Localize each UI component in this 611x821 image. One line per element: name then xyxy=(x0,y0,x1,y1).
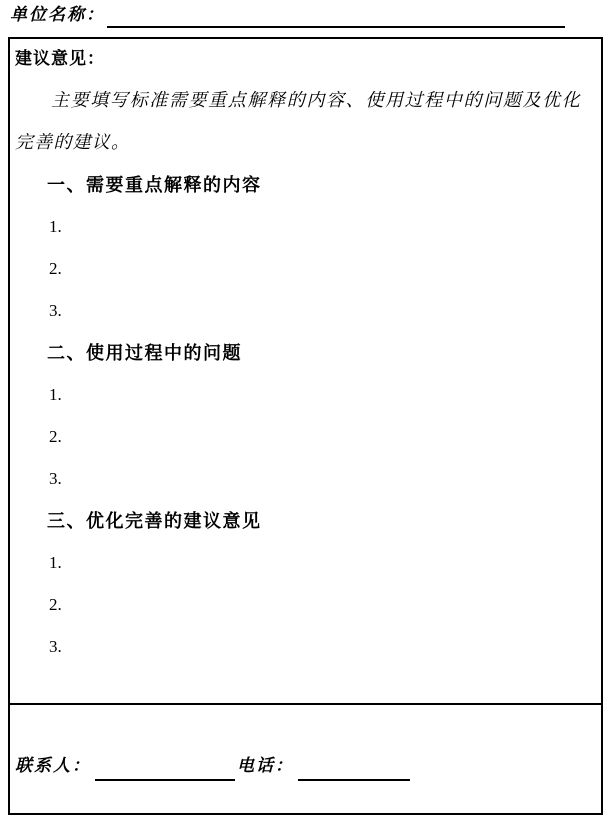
item-line: 3. xyxy=(49,469,62,488)
section-heading: 三、优化完善的建议意见 xyxy=(47,511,262,531)
phone-input-line[interactable] xyxy=(298,755,410,781)
unit-name-row xyxy=(10,2,605,30)
item-line: 2. xyxy=(49,427,62,446)
unit-name-input-line[interactable] xyxy=(107,4,565,28)
section-improvement-suggestions xyxy=(15,500,593,668)
section-heading: 二、使用过程中的问题 xyxy=(47,343,242,363)
item-line: 3. xyxy=(49,301,62,320)
item-line: 3. xyxy=(49,637,62,656)
contact-person-label: 联系人： xyxy=(15,756,91,776)
intro-paragraph: 主要填写标准需要重点解释的内容、使用过程中的问题及优化完善的建议。 xyxy=(15,90,581,153)
suggestion-box-title: 建议意见： xyxy=(15,49,105,68)
item-line: 1. xyxy=(49,385,62,404)
contact-person-input-line[interactable] xyxy=(95,755,235,781)
section-usage-problems xyxy=(15,332,593,500)
section-heading: 一、需要重点解释的内容 xyxy=(47,175,262,195)
item-line: 2. xyxy=(49,259,62,278)
suggestion-box-content xyxy=(10,39,601,668)
footer-divider-line xyxy=(10,703,601,705)
section-key-explanations xyxy=(15,164,593,332)
suggestion-box xyxy=(8,37,603,815)
phone-label: 电话： xyxy=(237,756,294,776)
contact-row xyxy=(15,751,575,785)
item-line: 1. xyxy=(49,217,62,236)
unit-name-label: 单位名称： xyxy=(10,5,105,25)
item-line: 2. xyxy=(49,595,62,614)
item-line: 1. xyxy=(49,553,62,572)
